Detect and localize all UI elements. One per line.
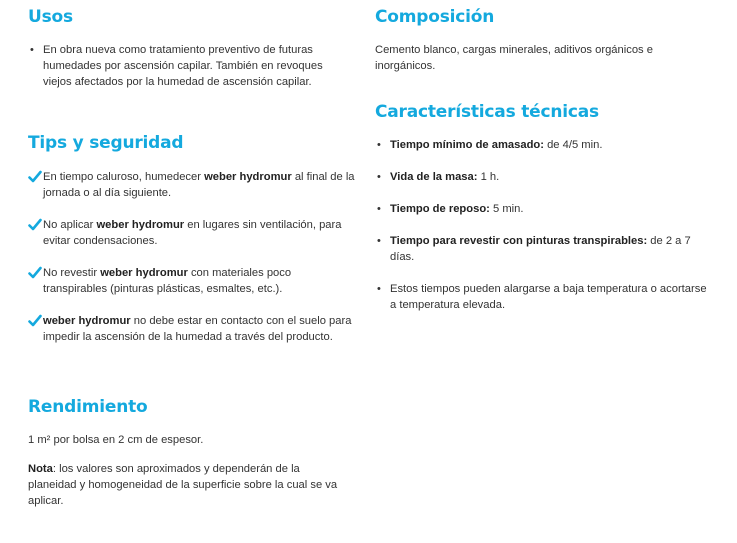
product-name: weber hydromur [100,267,188,279]
composicion-text: Cemento blanco, cargas minerales, aditivos orgánicos e inorgánicos. [375,44,653,72]
rendimiento-heading: Rendimiento [28,397,148,417]
bullet-dot-icon: • [377,235,381,247]
product-name: weber hydromur [43,315,131,327]
bullet-dot-icon: • [377,283,381,295]
checkmark-icon [28,218,42,232]
bullet-dot-icon: • [377,203,381,215]
usos-heading: Usos [28,7,73,27]
tip-item: No aplicar weber hydromur en lugares sin ventilación, para evitar condensaciones. [28,217,358,249]
composicion-section [375,42,705,74]
list-item: • Vida de la masa: 1 h. [377,171,500,183]
tip-item: En tiempo caluroso, humedecer weber hydromur al final de la jornada o al día siguiente. [28,169,358,201]
caracteristicas-section [375,137,710,313]
list-item: • Tiempo de reposo: 5 min. [377,203,524,215]
caracteristicas-heading: Características técnicas [375,102,599,122]
checkmark-icon [28,170,42,184]
list-item: • Tiempo para revestir con pinturas transpirables: de 2 a 7 días. [377,235,691,263]
rendimiento-note: Nota: los valores son aproximados y dependerán de la planeidad y homogeneidad de la superficie sobre la cual se va aplicar. [28,463,338,507]
list-item: • Tiempo mínimo de amasado: de 4/5 min. [377,139,603,151]
product-name: weber hydromur [204,171,292,183]
bullet-dot-icon: • [377,171,381,183]
bullet-dot-icon: • [30,44,34,56]
composicion-heading: Composición [375,7,495,27]
tips-heading: Tips y seguridad [28,133,184,153]
checkmark-icon [28,266,42,280]
tip-item: weber hydromur no debe estar en contacto con el suelo para impedir la ascensión de la humedad a través del producto. [28,313,358,345]
rendimiento-section [28,432,338,509]
tip-item: No revestir weber hydromur con materiales poco transpirables (pinturas plásticas, esmaltes, etc.). [28,265,358,297]
list-item: • Estos tiempos pueden alargarse a baja temperatura o acortarse a temperatura elevada. [377,283,707,311]
checkmark-icon [28,314,42,328]
list-item: • En obra nueva como tratamiento preventivo de futuras humedades por ascensión capilar. También en revoques viejos afectados por la humedad de ascensión capilar. [30,44,323,88]
rendimiento-text: 1 m² por bolsa en 2 cm de espesor. [28,434,204,446]
product-name: weber hydromur [96,219,185,231]
bullet-dot-icon: • [377,139,381,151]
usos-section [28,42,338,90]
